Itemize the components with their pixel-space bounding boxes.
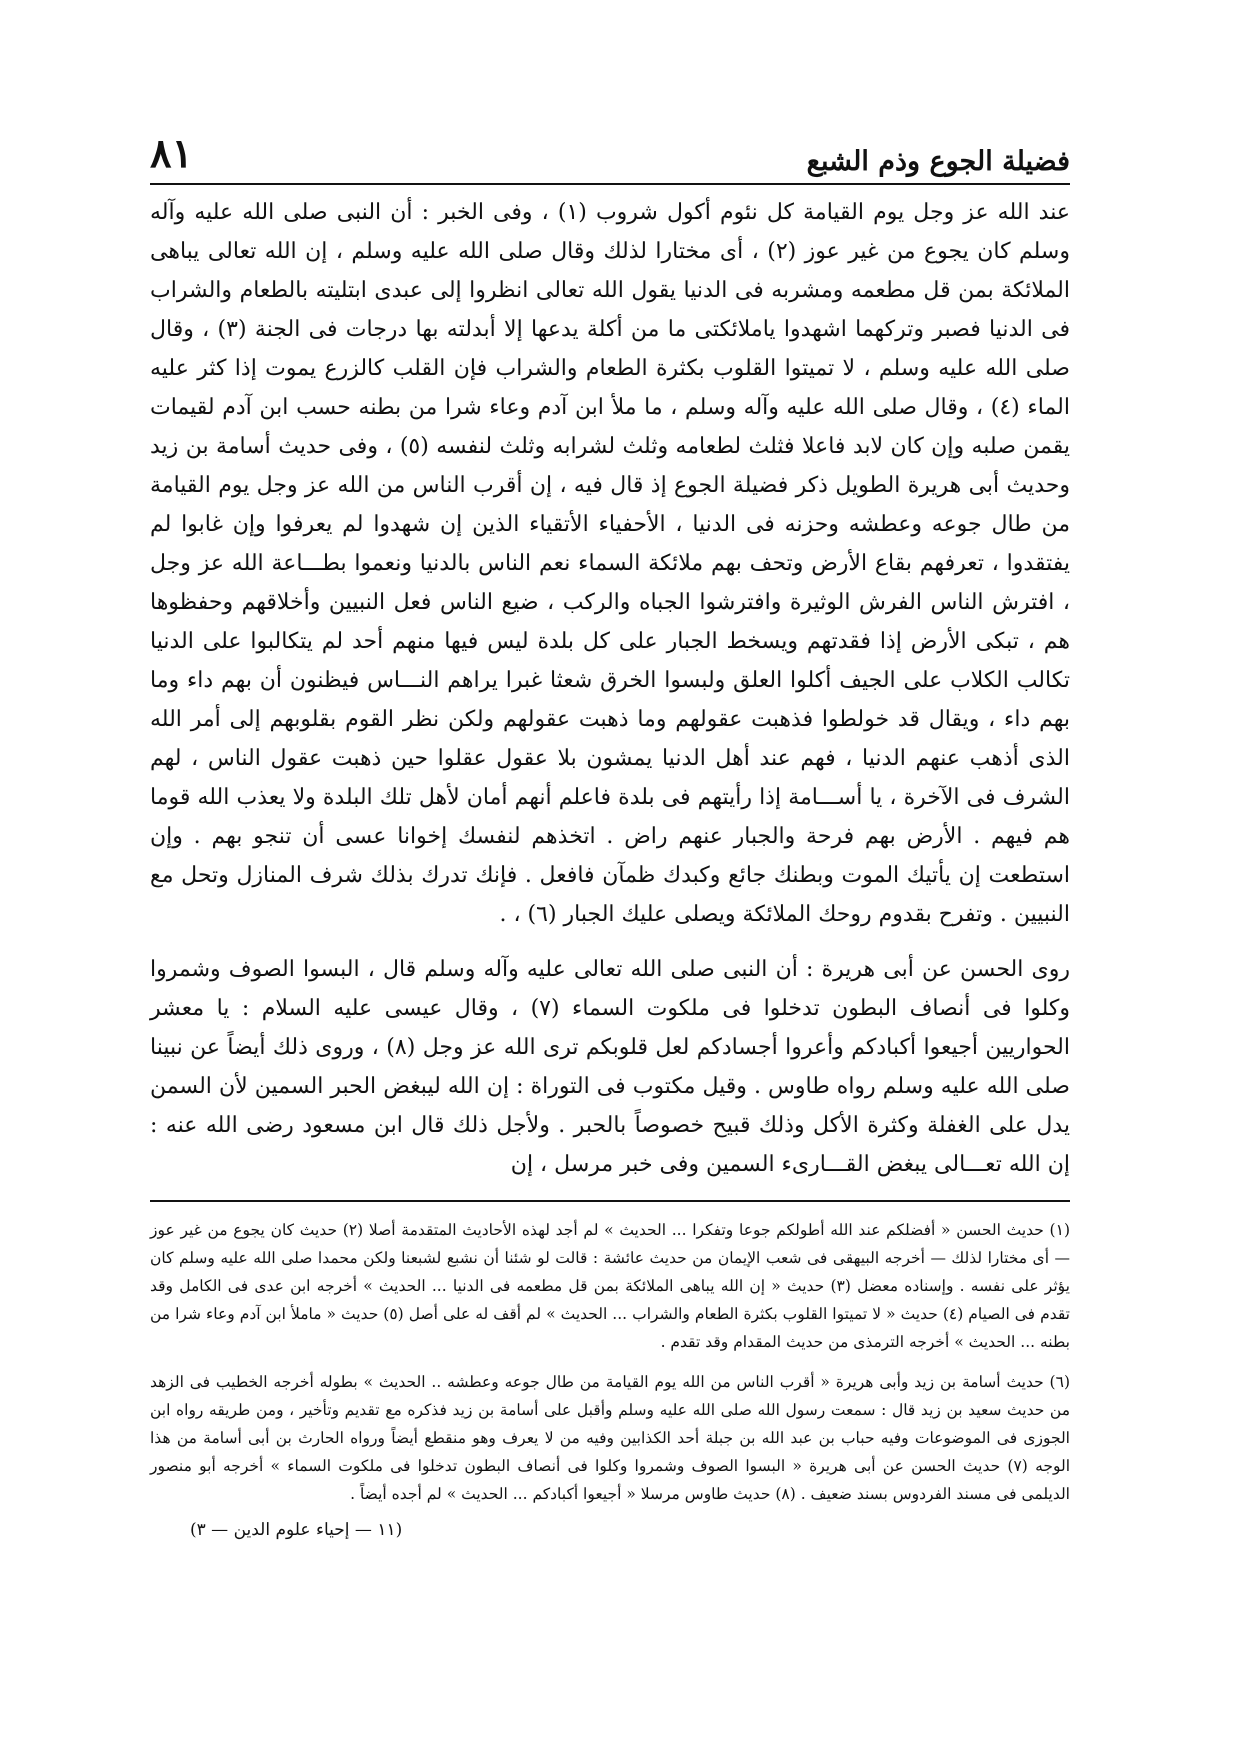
main-text bbox=[150, 193, 1070, 1184]
footnote-block: (١) حديث الحسن « أفضلكم عند الله أطولكم جوعا وتفكرا ... الحديث » لم أجد لهذه الأحاديث المتقدمة أصلا (٢) حديث كان يجوع من غير عوز — أى مختارا لذلك — أخرجه البيهقى فى شعب الإيمان من حديث عائشة : قالت لو شئنا أن نشبع لشبعنا ولكن محمدا صلى الله عليه وسلم كان يؤثر على نفسه . وإسناده معضل (٣) حديث « إن الله يباهى الملائكة بمن قل مطعمه فى الدنيا ... الحديث » أخرجه ابن عدى فى الكامل وقد تقدم فى الصيام (٤) حديث « لا تميتوا القلوب بكثرة الطعام والشراب ... الحديث » لم أقف له على أصل (٥) حديث « ماملأ ابن آدم وعاء شرا من بطنه ... الحديث » أخرجه الترمذى من حديث المقدام وقد تقدم . bbox=[150, 1221, 1070, 1351]
footnote-divider bbox=[150, 1200, 1070, 1202]
volume-reference: (١١ — إحياء علوم الدين — ٣) bbox=[190, 1520, 403, 1540]
page-title: فضيلة الجوع وذم الشبع bbox=[806, 146, 1070, 177]
body-paragraph: روى الحسن عن أبى هريرة : أن النبى صلى الله تعالى عليه وآله وسلم قال ، البسوا الصوف وشمروا وكلوا فى أنصاف البطون تدخلوا فى ملكوت السماء (٧) ، وقال عيسى عليه السلام : يا معشر الحواريين أجيعوا أكبادكم وأعروا أجسادكم لعل قلوبكم ترى الله عز وجل (٨) ، وروى ذلك أيضاً عن نبينا صلى الله عليه وسلم رواه طاوس . وقيل مكتوب فى التوراة : إن الله ليبغض الحبر السمين لأن السمن يدل على الغفلة وكثرة الأكل وذلك قبيح خصوصاً بالحبر . ولأجل ذلك قال ابن مسعود رضى الله عنه : إن الله تعـــالى يبغض القـــارىء السمين وفى خبر مرسل ، إن bbox=[150, 957, 1070, 1177]
footnote-block: (٦) حديث أسامة بن زيد وأبى هريرة « أقرب الناس من الله يوم القيامة من طال جوعه وعطشه .. الحديث » بطوله أخرجه الخطيب فى الزهد من حديث سعيد بن زيد قال : سمعت رسول الله صلى الله عليه وسلم وأقبل على أسامة بن زيد فذكره مع تقديم وتأخير ، ومن طريقه رواه ابن الجوزى فى الموضوعات وفيه حباب بن عبد الله بن جبلة أحد الكذابين وفيه من لا يعرف وهو منقطع أيضاً ورواه الحارث بن أبى أسامة من هذا الوجه (٧) حديث الحسن عن أبى هريرة « البسوا الصوف وشمروا وكلوا فى أنصاف البطون تدخلوا فى ملكوت السماء » أخرجه أبو منصور الديلمى فى مسند الفردوس بسند ضعيف . (٨) حديث طاوس مرسلا « أجيعوا أكبادكم ... الحديث » لم أجده أيضاً . bbox=[150, 1373, 1071, 1503]
page-number: ٨١ bbox=[150, 130, 193, 177]
page-header bbox=[150, 130, 1070, 185]
body-paragraph: عند الله عز وجل يوم القيامة كل نئوم أكول شروب (١) ، وفى الخبر : أن النبى صلى الله عليه وآله وسلم كان يجوع من غير عوز (٢) ، أى مختارا لذلك وقال صلى الله عليه وسلم ، إن الله تعالى يباهى الملائكة بمن قل مطعمه ومشربه فى الدنيا يقول الله تعالى انظروا إلى عبدى ابتليته بالطعام والشراب فى الدنيا فصبر وتركهما اشهدوا ياملائكتى ما من أكلة يدعها إلا أبدلته بها درجات فى الجنة (٣) ، وقال صلى الله عليه وسلم ، لا تميتوا القلوب بكثرة الطعام والشراب فإن القلب كالزرع يموت إذا كثر عليه الماء (٤) ، وقال صلى الله عليه وآله وسلم ، ما ملأ ابن آدم وعاء شرا من بطنه حسب ابن آدم لقيمات يقمن صلبه وإن كان لابد فاعلا فثلث لطعامه وثلث لشرابه وثلث لنفسه (٥) ، وفى حديث أسامة بن زيد وحديث أبى هريرة الطويل ذكر فضيلة الجوع إذ قال فيه ، إن أقرب الناس من الله عز وجل يوم القيامة من طال جوعه وعطشه وحزنه فى الدنيا ، الأحفياء الأتقياء الذين إن شهدوا لم يعرفوا وإن غابوا لم يفتقدوا ، تعرفهم بقاع الأرض وتحف بهم ملائكة السماء نعم الناس بالدنيا ونعموا بطـــاعة الله عز وجل ، افترش الناس الفرش الوثيرة وافترشوا الجباه والركب ، ضيع الناس فعل النبيين وأخلاقهم وحفظوها هم ، تبكى الأرض إذا فقدتهم ويسخط الجبار على كل بلدة ليس فيها منهم أحد لم يتكالبوا على الدنيا تكالب الكلاب على الجيف أكلوا العلق ولبسوا الخرق شعثا غبرا يراهم النـــاس فيظنون أن بهم داء وما بهم داء ، ويقال قد خولطوا فذهبت عقولهم وما ذهبت عقولهم ولكن نظر القوم بقلوبهم إلى أمر الله الذى أذهب عنهم الدنيا ، فهم عند أهل الدنيا يمشون بلا عقول عقلوا حين ذهبت عقول الناس ، لهم الشرف فى الآخرة ، يا أســـامة إذا رأيتهم فى بلدة فاعلم أنهم أمان لأهل تلك البلدة ولا يعذب الله قوما هم فيهم . الأرض بهم فرحة والجبار عنهم راض . اتخذهم لنفسك إخوانا عسى أن تنجو بهم . وإن استطعت إن يأتيك الموت وبطنك جائع وكبدك ظمآن فافعل . فإنك تدرك بذلك شرف المنازل وتحل مع النبيين . وتفرح بقدوم روحك الملائكة ويصلى عليك الجبار (٦) ، . bbox=[150, 200, 1071, 927]
footnotes bbox=[150, 1216, 1070, 1508]
